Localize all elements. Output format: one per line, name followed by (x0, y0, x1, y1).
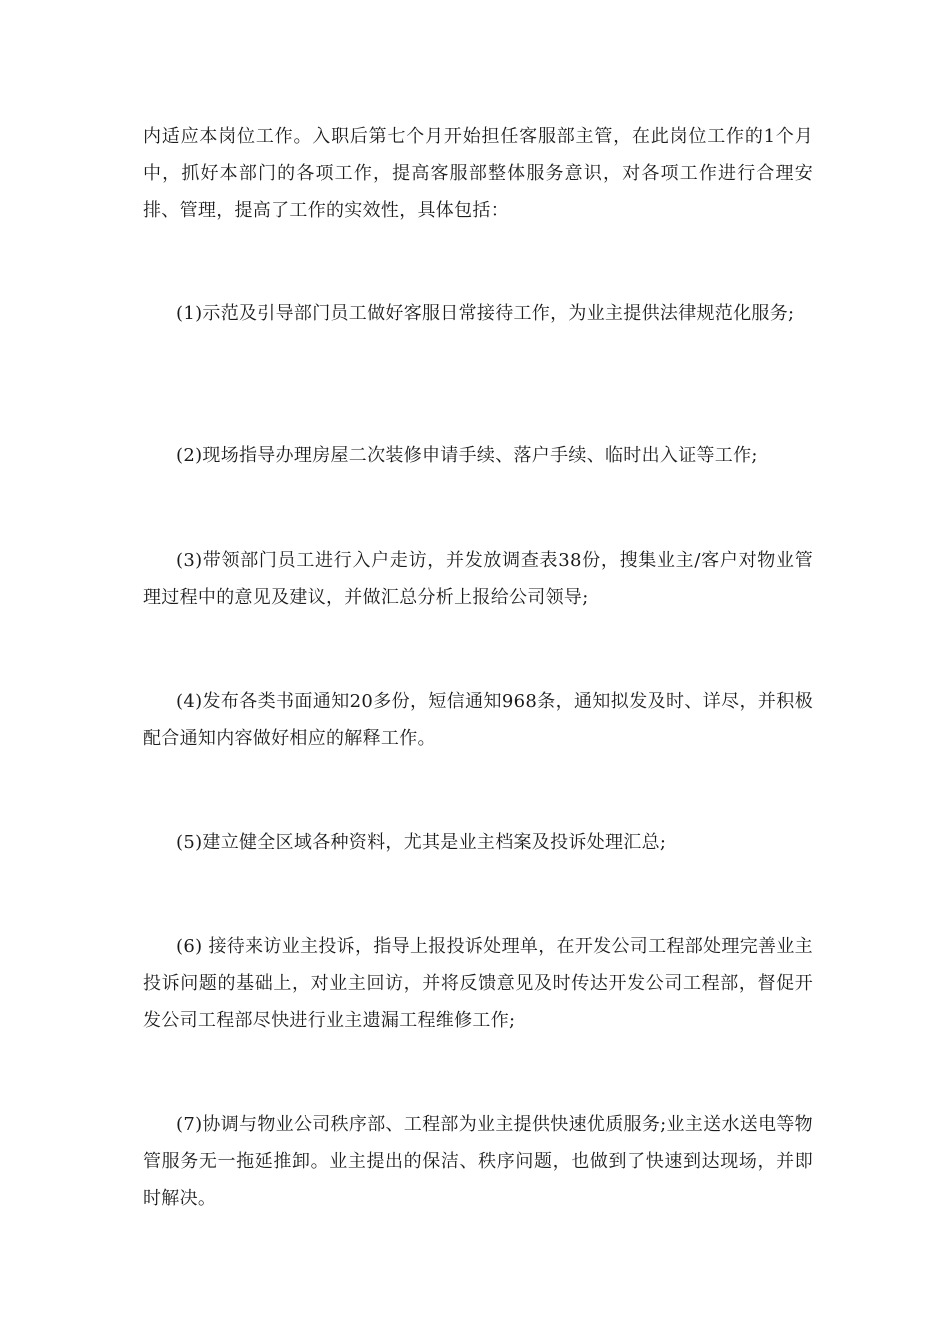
item-4-paragraph: (4)发布各类书面通知20多份，短信通知968条，通知拟发及时、详尽，并积极配合通知内容做好相应的解释工作。 (143, 691, 813, 749)
item-7-paragraph: (7)协调与物业公司秩序部、工程部为业主提供快速优质服务;业主送水送电等物管服务无一拖延推卸。业主提出的保洁、秩序问题，也做到了快速到达现场，并即时解决。 (143, 1114, 813, 1209)
intro-paragraph: 内适应本岗位工作。入职后第七个月开始担任客服部主管，在此岗位工作的1个月中，抓好本部门的各项工作，提高客服部整体服务意识，对各项工作进行合理安排、管理，提高了工作的实效性，具体包括： (143, 126, 813, 221)
item-1-paragraph: (1)示范及引导部门员工做好客服日常接待工作，为业主提供法律规范化服务; (176, 303, 795, 324)
item-6-paragraph: (6) 接待来访业主投诉，指导上报投诉处理单，在开发公司工程部处理完善业主投诉问题的基础上，对业主回访，并将反馈意见及时传达开发公司工程部，督促开发公司工程部尽快进行业主遗漏工程维修工作; (143, 936, 813, 1031)
item-5-paragraph: (5)建立健全区域各种资料，尤其是业主档案及投诉处理汇总; (176, 832, 667, 853)
item-3-paragraph: (3)带领部门员工进行入户走访，并发放调查表38份，搜集业主/客户对物业管理过程中的意见及建议，并做汇总分析上报给公司领导; (143, 550, 813, 608)
item-2-paragraph: (2)现场指导办理房屋二次装修申请手续、落户手续、临时出入证等工作; (176, 445, 758, 466)
